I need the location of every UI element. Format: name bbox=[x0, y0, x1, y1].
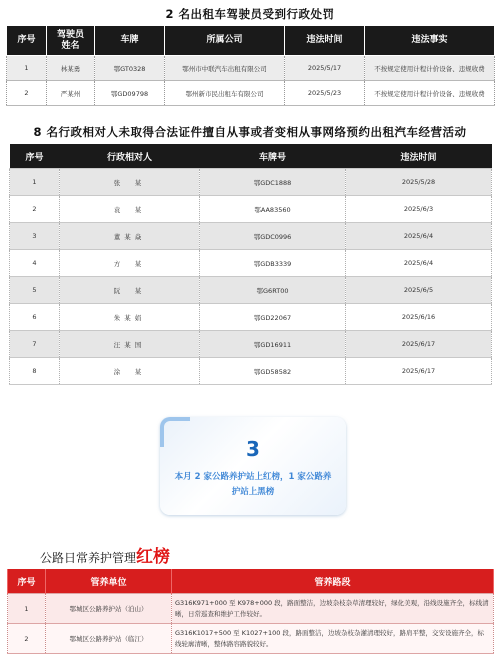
table-cell: 鄂州市中联汽车出租有限公司 bbox=[165, 56, 285, 81]
table-cell: 鄂GD16911 bbox=[200, 331, 346, 358]
table-row bbox=[8, 594, 494, 624]
table-cell: 不按规定使用计程计价设备、违规收费 bbox=[365, 81, 495, 106]
table-row bbox=[10, 250, 492, 277]
table-cell: 4 bbox=[10, 250, 60, 277]
header-cell: 车牌 bbox=[95, 26, 165, 56]
table-row bbox=[10, 358, 492, 385]
header-cell: 违法时间 bbox=[285, 26, 365, 56]
table-cell: 2 bbox=[8, 624, 46, 654]
table-cell: 6 bbox=[10, 304, 60, 331]
section2-title: 8 名行政相对人未取得合法证件擅自从事或者变相从事网络预约出租汽车经营活动 bbox=[33, 125, 467, 139]
callout-text: 本月 2 家公路养护站上红榜，1 家公路养护站上黑榜 bbox=[174, 472, 332, 497]
header-cell: 所属公司 bbox=[165, 26, 285, 56]
table-cell: 2025/6/4 bbox=[346, 250, 492, 277]
table-cell: 鄂G6RT00 bbox=[200, 277, 346, 304]
header-cell-text: 驾驶员 姓名 bbox=[56, 30, 84, 51]
table-cell: 2025/6/4 bbox=[346, 223, 492, 250]
header-cell: 管养路段 bbox=[172, 569, 494, 594]
table-row bbox=[7, 81, 495, 106]
header-cell: 序号 bbox=[10, 144, 60, 169]
table-cell: 2025/5/17 bbox=[285, 56, 365, 81]
header-cell: 违法事实 bbox=[365, 26, 495, 56]
table-cell: 2025/5/28 bbox=[346, 169, 492, 196]
table-cell: 7 bbox=[10, 331, 60, 358]
red-list-heading bbox=[40, 542, 171, 567]
maintenance-red-list-table bbox=[7, 569, 494, 654]
table-cell: G316K971+000 至 K978+000 段，路面整洁，边坡杂枝杂草清理较好，绿化美观，沿线设施齐全，标线清晰，日常巡查和维护工作较好。 bbox=[172, 594, 494, 624]
table-cell: 涂 某 bbox=[60, 358, 200, 385]
header-cell: 序号 bbox=[7, 26, 47, 56]
table-header-row bbox=[8, 569, 494, 594]
table-cell: 鄂GDC0996 bbox=[200, 223, 346, 250]
table-cell: 8 bbox=[10, 358, 60, 385]
table-cell: 张 某 bbox=[60, 169, 200, 196]
table-cell: 鄂城区公路养护站（临江） bbox=[46, 624, 172, 654]
table-cell: 阮 某 bbox=[60, 277, 200, 304]
table-cell: 2025/6/5 bbox=[346, 277, 492, 304]
table-cell: 鄂州新市民出租车有限公司 bbox=[165, 81, 285, 106]
table-cell: 林某勇 bbox=[47, 56, 95, 81]
table-cell: 2025/6/16 bbox=[346, 304, 492, 331]
table-cell: 2025/6/3 bbox=[346, 196, 492, 223]
table-cell: 1 bbox=[10, 169, 60, 196]
header-cell: 车牌号 bbox=[200, 144, 346, 169]
table-cell: 鄂GD58582 bbox=[200, 358, 346, 385]
header-cell: 违法时间 bbox=[346, 144, 492, 169]
table-row bbox=[8, 624, 494, 654]
table-cell: 董某焱 bbox=[60, 223, 200, 250]
table-cell: 2025/5/23 bbox=[285, 81, 365, 106]
table-cell: 1 bbox=[7, 56, 47, 81]
ride-hailing-table bbox=[9, 144, 492, 385]
table-cell: 鄂GT0328 bbox=[95, 56, 165, 81]
callout-number: 3 bbox=[246, 437, 260, 461]
table-row bbox=[10, 196, 492, 223]
penalty-table bbox=[6, 25, 495, 106]
table-cell: 鄂GDB3339 bbox=[200, 250, 346, 277]
table-cell: 鄂城区公路养护站（泊山） bbox=[46, 594, 172, 624]
table-cell: 2025/6/17 bbox=[346, 358, 492, 385]
table-cell: 2025/6/17 bbox=[346, 331, 492, 358]
table-cell: 1 bbox=[8, 594, 46, 624]
table-row bbox=[10, 223, 492, 250]
table-row bbox=[10, 277, 492, 304]
table-row bbox=[10, 169, 492, 196]
red-list-heading-red: 红榜 bbox=[136, 547, 171, 567]
table-cell: 严某州 bbox=[47, 81, 95, 106]
section1-title: 2 名出租车驾驶员受到行政处罚 bbox=[165, 7, 335, 21]
header-cell: 序号 bbox=[8, 569, 46, 594]
table-cell: 方 某 bbox=[60, 250, 200, 277]
table-cell: 不按规定使用计程计价设备、违规收费 bbox=[365, 56, 495, 81]
table-cell: 3 bbox=[10, 223, 60, 250]
header-cell: 管养单位 bbox=[46, 569, 172, 594]
table-cell: 5 bbox=[10, 277, 60, 304]
table-cell: 朱某娟 bbox=[60, 304, 200, 331]
table-row bbox=[10, 304, 492, 331]
table-cell: 鄂GDC1888 bbox=[200, 169, 346, 196]
table-header-row bbox=[7, 26, 495, 56]
header-cell bbox=[47, 26, 95, 56]
red-list-heading-plain: 公路日常养护管理 bbox=[40, 551, 137, 565]
table-cell: 袁 某 bbox=[60, 196, 200, 223]
header-cell: 行政相对人 bbox=[60, 144, 200, 169]
table-header-row bbox=[10, 144, 492, 169]
table-cell: 汪某国 bbox=[60, 331, 200, 358]
table-cell: 鄂GD22067 bbox=[200, 304, 346, 331]
table-cell: 鄂AA83560 bbox=[200, 196, 346, 223]
table-cell: 2 bbox=[10, 196, 60, 223]
table-cell: 鄂GD09798 bbox=[95, 81, 165, 106]
table-cell: G316K1017+500 至 K1027+100 段，路面整洁，边坡杂枝杂灌清理较好，路肩平整，交安设施齐全，标线轮廓清晰，整体路容路貌较好。 bbox=[172, 624, 494, 654]
table-cell: 2 bbox=[7, 81, 47, 106]
table-row bbox=[10, 331, 492, 358]
table-row bbox=[7, 56, 495, 81]
